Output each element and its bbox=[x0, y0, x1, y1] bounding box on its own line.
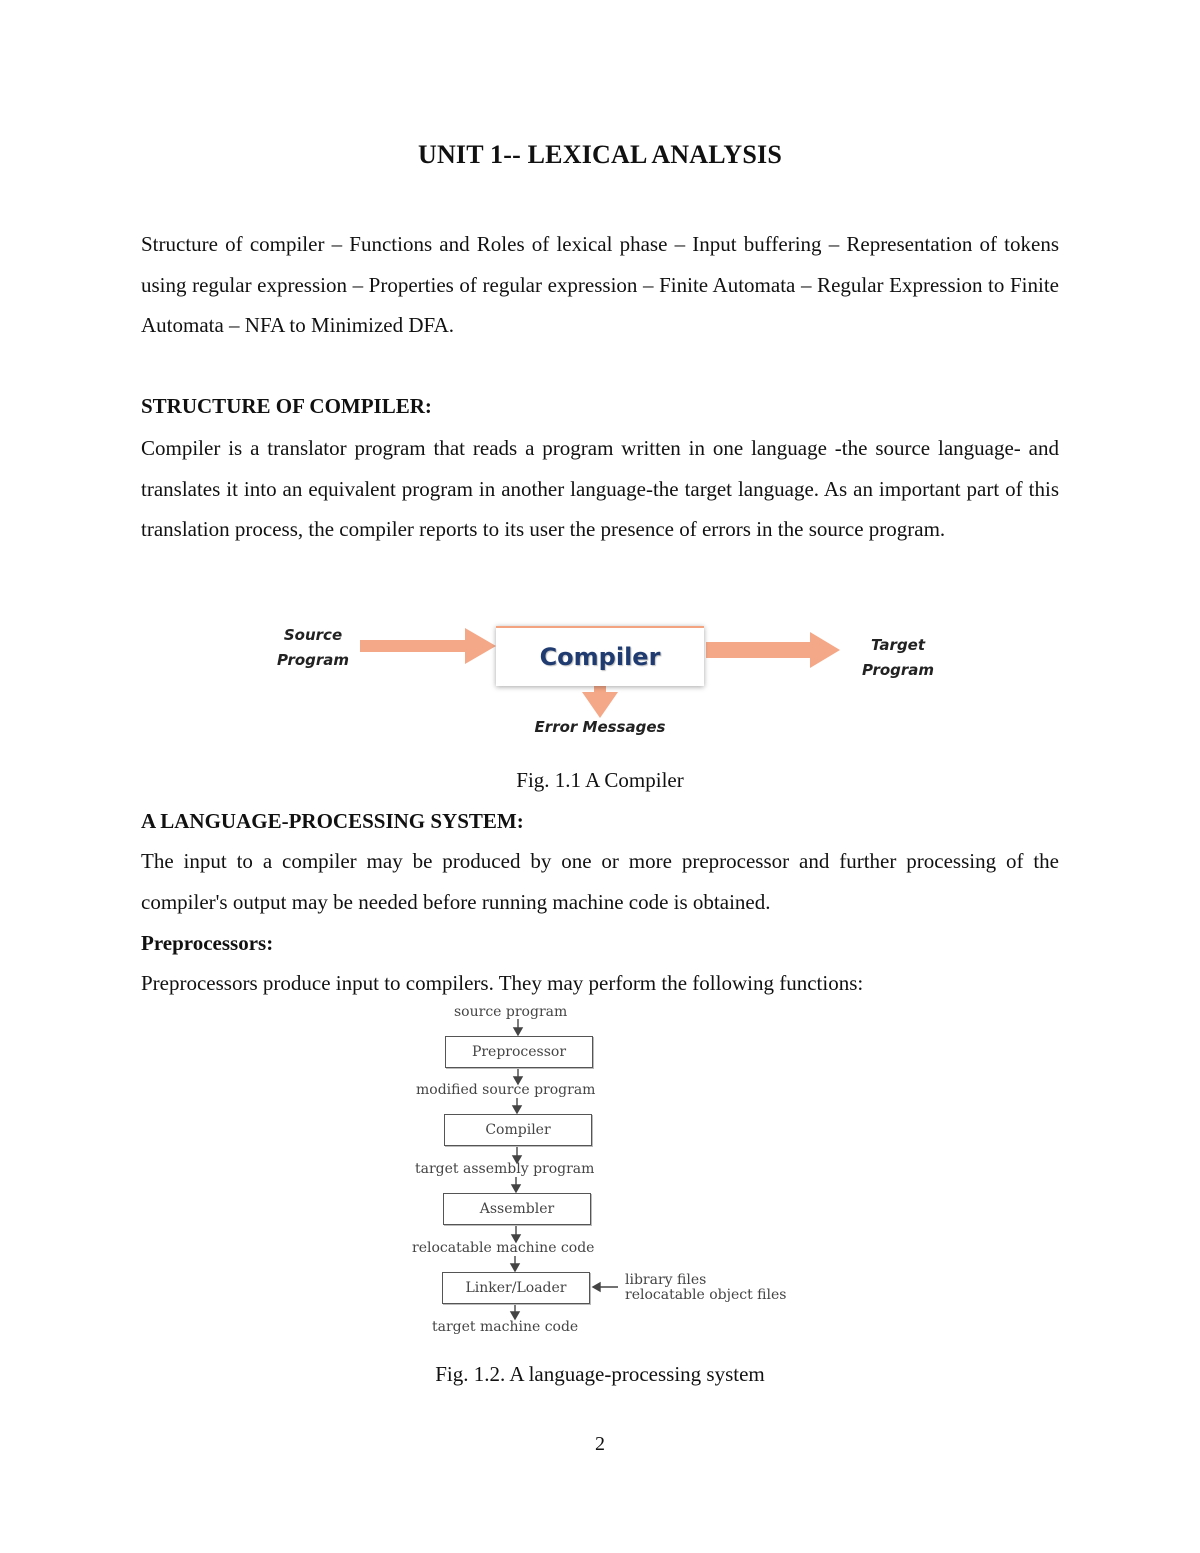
linker-loader-box bbox=[442, 1272, 590, 1304]
page-number: 2 bbox=[595, 1433, 605, 1455]
compiler-box-label: Compiler bbox=[539, 643, 661, 671]
source-label-line2: Program bbox=[276, 651, 350, 669]
target-assembly-text: target assembly program bbox=[415, 1161, 595, 1177]
preprocessor-label: Preprocessor bbox=[471, 1044, 567, 1060]
subheading-preprocessors: Preprocessors: bbox=[141, 931, 274, 955]
target-label-line1: Target bbox=[870, 636, 926, 654]
section-heading-language-processing: A LANGUAGE-PROCESSING SYSTEM: bbox=[141, 809, 524, 833]
compiler-figure bbox=[270, 620, 950, 745]
preprocessors-body: Preprocessors produce input to compilers. They may perform the following functions: bbox=[141, 971, 864, 995]
language-processing-figure bbox=[400, 1000, 820, 1345]
section-body-language-processing: The input to a compiler may be produced by one or more preprocessor and further processing of the compiler's output may be needed before running machine code is obtained. bbox=[141, 849, 1059, 914]
figure-1-caption: Fig. 1.1 A Compiler bbox=[516, 768, 684, 792]
relocatable-code-text: relocatable machine code bbox=[412, 1240, 595, 1256]
target-label-line2: Program bbox=[861, 661, 935, 679]
linker-loader-label: Linker/Loader bbox=[465, 1280, 567, 1296]
target-machine-code-text: target machine code bbox=[432, 1319, 579, 1335]
target-program-label bbox=[854, 633, 942, 683]
error-messages-label: Error Messages bbox=[534, 718, 666, 736]
assembler-label: Assembler bbox=[479, 1201, 555, 1217]
output-arrow bbox=[706, 632, 840, 668]
page-title: UNIT 1-- LEXICAL ANALYSIS bbox=[417, 140, 783, 169]
assembler-box bbox=[443, 1193, 591, 1225]
library-files-text: library files bbox=[625, 1272, 707, 1288]
figure-2-caption: Fig. 1.2. A language-processing system bbox=[435, 1362, 765, 1386]
section-body-structure: Compiler is a translator program that reads a program written in one language -the source language- and translates it into an equivalent program in another language-the target language. As an important part of this translation process, the compiler reports to its user the presence of errors in the source program. bbox=[141, 436, 1059, 541]
modified-source-text: modified source program bbox=[416, 1082, 596, 1098]
source-label-line1: Source bbox=[283, 626, 343, 644]
section-heading-structure: STRUCTURE OF COMPILER: bbox=[141, 394, 432, 418]
source-program-text: source program bbox=[454, 1004, 568, 1020]
preprocessor-box bbox=[445, 1036, 593, 1068]
syllabus-paragraph: Structure of compiler – Functions and Roles of lexical phase – Input buffering – Representation of tokens using regular expression – Properties of regular expression – Finite Automata – Regular Expression to Finite Automata – NFA to Minimized DFA. bbox=[141, 232, 1059, 337]
compiler-stage-label: Compiler bbox=[485, 1122, 551, 1138]
input-arrow bbox=[360, 628, 496, 664]
compiler-box bbox=[496, 626, 704, 686]
compiler-stage-box bbox=[444, 1114, 592, 1146]
relocatable-object-files-text: relocatable object files bbox=[625, 1287, 787, 1303]
